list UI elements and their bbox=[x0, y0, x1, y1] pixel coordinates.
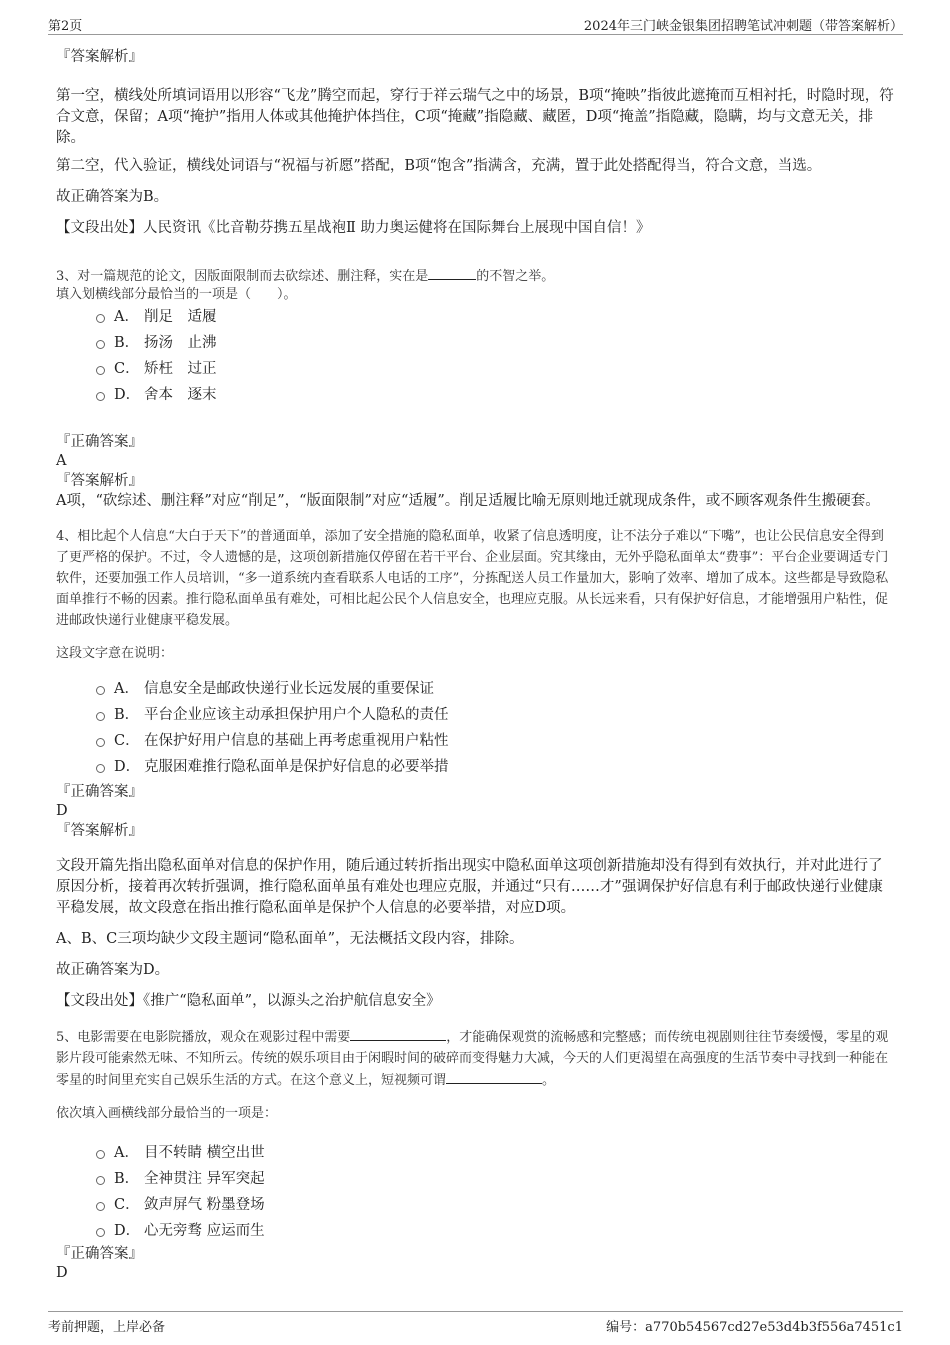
q2-analysis-p3: 故正确答案为B。 bbox=[56, 189, 169, 205]
radio-icon[interactable] bbox=[96, 392, 105, 401]
radio-icon[interactable] bbox=[96, 366, 105, 375]
q3-options bbox=[96, 304, 895, 408]
page-number: 第2页 bbox=[48, 19, 83, 34]
q5-blank-1 bbox=[350, 1026, 446, 1041]
q4-analysis-tag: 『答案解析』 bbox=[56, 823, 143, 839]
q4-option-c[interactable]: C． 在保护好用户信息的基础上再考虑重视用户粘性 bbox=[96, 728, 895, 754]
q5-stem: 5、电影需要在电影院播放，观众在观影过程中需要 ，才能确保观赏的流畅感和完整感；而传统电视剧则往往节奏缓慢，零星的观影片段可能索然无味、不知所云。传统的娱乐项目由于闲暇时间的破碎而变得魅力大减，今天的人们更渴望在高强度的生活节奏中寻找到一种能在零星的时间里充实自己娱乐生活的方式。在这个意义上，短视频可谓 。 bbox=[56, 1026, 895, 1091]
footer-slogan: 考前押题，上岸必备 bbox=[48, 1320, 166, 1335]
q4-question: 这段文字意在说明： bbox=[56, 646, 174, 661]
q2-analysis-p1: 第一空，横线处所填词语用以形容“飞龙”腾空而起，穿行于祥云瑞气之中的场景，B项“掩映”指彼此遮掩而互相衬托，时隐时现，符合文意，保留；A项“掩护”指用人体或其他掩护体挡住，C项“掩藏”指隐藏、藏匿，D项“掩盖”指隐藏，隐瞒，均与文意无关，排除。 bbox=[56, 88, 894, 146]
q4-options bbox=[96, 676, 895, 780]
q5-correct-tag: 『正确答案』 bbox=[56, 1246, 143, 1262]
radio-icon[interactable] bbox=[96, 738, 105, 747]
q4-source: 【文段出处】《推广“隐私面单”，以源头之治护航信息安全》 bbox=[56, 993, 441, 1009]
q4-analysis-p1: 文段开篇先指出隐私面单对信息的保护作用，随后通过转折指出现实中隐私面单这项创新措施却没有得到有效执行，并对此进行了原因分析，接着再次转折强调，推行隐私面单虽有难处也理应克服，并通过“只有……才”强调保护好信息有利于邮政快递行业健康平稳发展，故文段意在指出推行隐私面单是保护个人信息的必要举措，对应D项。 bbox=[56, 858, 883, 916]
radio-icon[interactable] bbox=[96, 686, 105, 695]
q2-analysis-p2: 第二空，代入验证，横线处词语与“祝福与祈愿”搭配，B项“饱含”指满含，充满，置于此处搭配得当，符合文意，当选。 bbox=[56, 158, 822, 174]
q5-options bbox=[96, 1140, 895, 1244]
q4-correct-answer: D bbox=[56, 803, 68, 819]
radio-icon[interactable] bbox=[96, 1202, 105, 1211]
page-header bbox=[48, 12, 903, 35]
q4-option-b[interactable]: B． 平台企业应该主动承担保护用户个人隐私的责任 bbox=[96, 702, 895, 728]
page-content bbox=[56, 40, 895, 1283]
q5-question: 依次填入画横线部分最恰当的一项是： bbox=[56, 1106, 278, 1121]
q2-source: 【文段出处】人民资讯《比音勒芬携五星战袍Ⅱ 助力奥运健将在国际舞台上展现中国自信！》 bbox=[56, 220, 651, 236]
radio-icon[interactable] bbox=[96, 1176, 105, 1185]
radio-icon[interactable] bbox=[96, 1150, 105, 1159]
q4-option-a[interactable]: A． 信息安全是邮政快递行业长远发展的重要保证 bbox=[96, 676, 895, 702]
document-title: 2024年三门峡金银集团招聘笔试冲刺题（带答案解析） bbox=[583, 19, 903, 34]
radio-icon[interactable] bbox=[96, 340, 105, 349]
document-code: 编号：a770b54567cd27e53d4b3f556a7451c1 bbox=[606, 1320, 903, 1335]
radio-icon[interactable] bbox=[96, 1228, 105, 1237]
q3-analysis: A项，“砍综述、删注释”对应“削足”，“版面限制”对应“适履”。削足适履比喻无原则地迁就现成条件，或不顾客观条件生搬硬套。 bbox=[56, 493, 880, 509]
q3-option-a[interactable]: A． 削足 适履 bbox=[96, 304, 895, 330]
radio-icon[interactable] bbox=[96, 764, 105, 773]
radio-icon[interactable] bbox=[96, 712, 105, 721]
q4-option-d[interactable]: D． 克服困难推行隐私面单是保护好信息的必要举措 bbox=[96, 754, 895, 780]
q3-correct-answer: A bbox=[56, 453, 67, 469]
q5-option-b[interactable]: B． 全神贯注 异军突起 bbox=[96, 1166, 895, 1192]
q5-correct-answer: D bbox=[56, 1265, 68, 1281]
q3-stem2: 填入划横线部分最恰当的一项是（ ）。 bbox=[56, 287, 297, 302]
q4-analysis-p2: A、B、C三项均缺少文段主题词“隐私面单”，无法概括文段内容，排除。 bbox=[56, 931, 524, 947]
q5-option-d[interactable]: D． 心无旁骛 应运而生 bbox=[96, 1218, 895, 1244]
q4-stem: 4、相比起个人信息“大白于天下”的普通面单，添加了安全措施的隐私面单，收紧了信息透明度，让不法分子难以“下嘴”，也让公民信息安全得到了更严格的保护。不过，令人遗憾的是，这项创新措施仅停留在若干平台、企业层面。究其缘由，无外乎隐私面单太“费事”：平台企业要调适专门软件，还要加强工作人员培训，“多一道系统内查看联系人电话的工序”，分拣配送人员工作量加大，影响了效率、增加了成本。这些都是导致隐私面单推行不畅的因素。推行隐私面单虽有难处，可相比起公民个人信息安全，也理应克服。从长远来看，只有保护好信息，才能增强用户粘性，促进邮政快递行业健康平稳发展。 bbox=[56, 529, 889, 628]
q3-option-c[interactable]: C． 矫枉 过正 bbox=[96, 356, 895, 382]
q3-analysis-tag: 『答案解析』 bbox=[56, 473, 143, 489]
q5-option-c[interactable]: C． 敛声屏气 粉墨登场 bbox=[96, 1192, 895, 1218]
q2-analysis-tag: 『答案解析』 bbox=[56, 49, 143, 65]
q5-option-a[interactable]: A． 目不转睛 横空出世 bbox=[96, 1140, 895, 1166]
q4-correct-tag: 『正确答案』 bbox=[56, 784, 143, 800]
q3-option-d[interactable]: D． 舍本 逐末 bbox=[96, 382, 895, 408]
page-footer bbox=[48, 1311, 903, 1336]
q4-analysis-p3: 故正确答案为D。 bbox=[56, 962, 170, 978]
q3-blank bbox=[428, 265, 476, 280]
q3-stem: 3、对一篇规范的论文，因版面限制而去砍综述、删注释，实在是 的不智之举。 bbox=[56, 265, 895, 287]
q3-correct-tag: 『正确答案』 bbox=[56, 434, 143, 450]
q3-option-b[interactable]: B． 扬汤 止沸 bbox=[96, 330, 895, 356]
q5-blank-2 bbox=[446, 1069, 542, 1084]
radio-icon[interactable] bbox=[96, 314, 105, 323]
